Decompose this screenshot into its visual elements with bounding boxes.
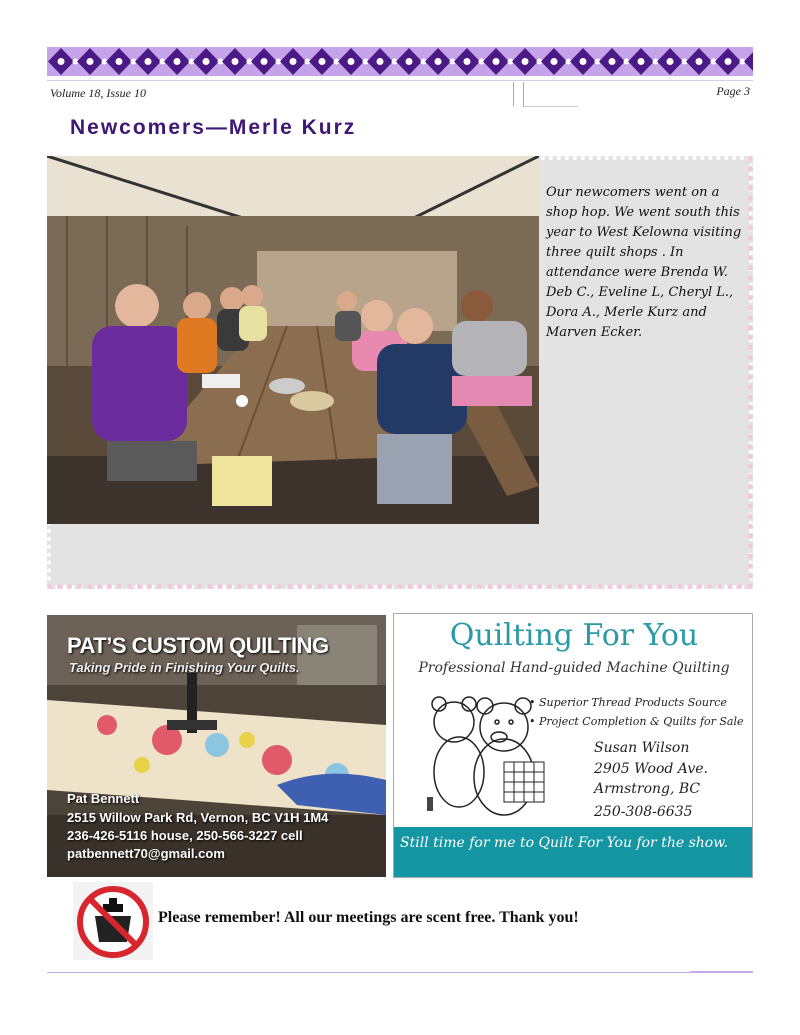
band-diamond-dot (116, 58, 123, 65)
band-diamond-dot (638, 58, 645, 65)
qfy-ad-contact-name: Susan Wilson (594, 740, 690, 756)
qfy-ad-contact-street: 2905 Wood Ave. (594, 761, 708, 777)
qfy-ad-contact-phone: 250-308-6635 (594, 804, 693, 820)
pats-ad-title: PAT’S CUSTOM QUILTING (67, 633, 329, 658)
band-diamond-dot (725, 58, 732, 65)
band-diamond-dot (696, 58, 703, 65)
band-diamond-dot (609, 58, 616, 65)
footer-divider-accent (690, 971, 753, 973)
band-diamond-dot (435, 58, 442, 65)
band-diamond-dot (580, 58, 587, 65)
article-title: Newcomers—Merle Kurz (70, 116, 357, 139)
qfy-ad-bullet-1: • Superior Thread Products Source (529, 696, 727, 709)
pats-ad-contact-name: Pat Bennett (67, 791, 140, 806)
band-diamond-dot (290, 58, 297, 65)
band-diamond-dot (87, 58, 94, 65)
qfy-ad-footer-text: Still time for me to Quilt For You for the show. (400, 835, 728, 851)
band-diamond-dot (174, 58, 181, 65)
pats-ad-phones: 236-426-5116 house, 250-566-3227 cell (67, 828, 303, 843)
header-divider-tick (513, 82, 514, 106)
newcomers-group-photo (47, 156, 539, 524)
qfy-ad-contact-city: Armstrong, BC (594, 781, 701, 797)
band-diamond-dot (522, 58, 529, 65)
fragrance-free-icon (73, 882, 153, 960)
diamond-pattern (47, 47, 753, 76)
band-diamond-dot (551, 58, 558, 65)
qfy-ad-bullet-2-text: Project Completion & Quilts for Sale (539, 715, 744, 728)
pats-ad-address: 2515 Willow Park Rd, Vernon, BC V1H 1M4 (67, 810, 329, 825)
band-diamond-dot (493, 58, 500, 65)
pats-ad-tagline: Taking Pride in Finishing Your Quilts. (69, 660, 300, 675)
band-diamond-dot (145, 58, 152, 65)
group-photo-illustration (47, 156, 539, 524)
band-diamond (744, 48, 753, 75)
header-divider (47, 80, 753, 81)
volume-issue: Volume 18, Issue 10 (50, 86, 146, 100)
band-diamond-dot (377, 58, 384, 65)
quilting-for-you-ad (393, 613, 753, 878)
newcomers-story: Our newcomers went on a shop hop. We went south this year to West Kelowna visiting three quilt shops . In attendance were Brenda W. Deb C., Eveline L, Cheryl L., Dora A., Merle Kurz and Marven Ecker. (546, 185, 742, 340)
header-divider-box (523, 82, 578, 107)
qfy-ad-footer (394, 827, 752, 877)
band-diamond-dot (203, 58, 210, 65)
pats-ad-email: patbennett70@gmail.com (67, 846, 225, 861)
band-diamond-dot (232, 58, 239, 65)
header-diamond-band (47, 47, 753, 76)
band-diamond-dot (406, 58, 413, 65)
band-diamond-dot (464, 58, 471, 65)
qfy-ad-bullet-1-text: Superior Thread Products Source (539, 696, 727, 709)
qfy-ad-subtitle: Professional Hand-guided Machine Quilting (418, 660, 730, 676)
footer-divider (47, 972, 753, 973)
band-diamond-dot (348, 58, 355, 65)
band-diamond-dot (261, 58, 268, 65)
qfy-ad-title: Quilting For You (449, 618, 699, 653)
band-diamond-dot (58, 58, 65, 65)
band-diamond-dot (319, 58, 326, 65)
band-diamond-dot (667, 58, 674, 65)
scent-free-notice: Please remember! All our meetings are scent free. Thank you! (158, 909, 579, 926)
page-number: Page 3 (716, 84, 750, 98)
qfy-ad-bullet-2: • Project Completion & Quilts for Sale (529, 715, 744, 728)
pats-custom-quilting-ad (47, 615, 386, 877)
